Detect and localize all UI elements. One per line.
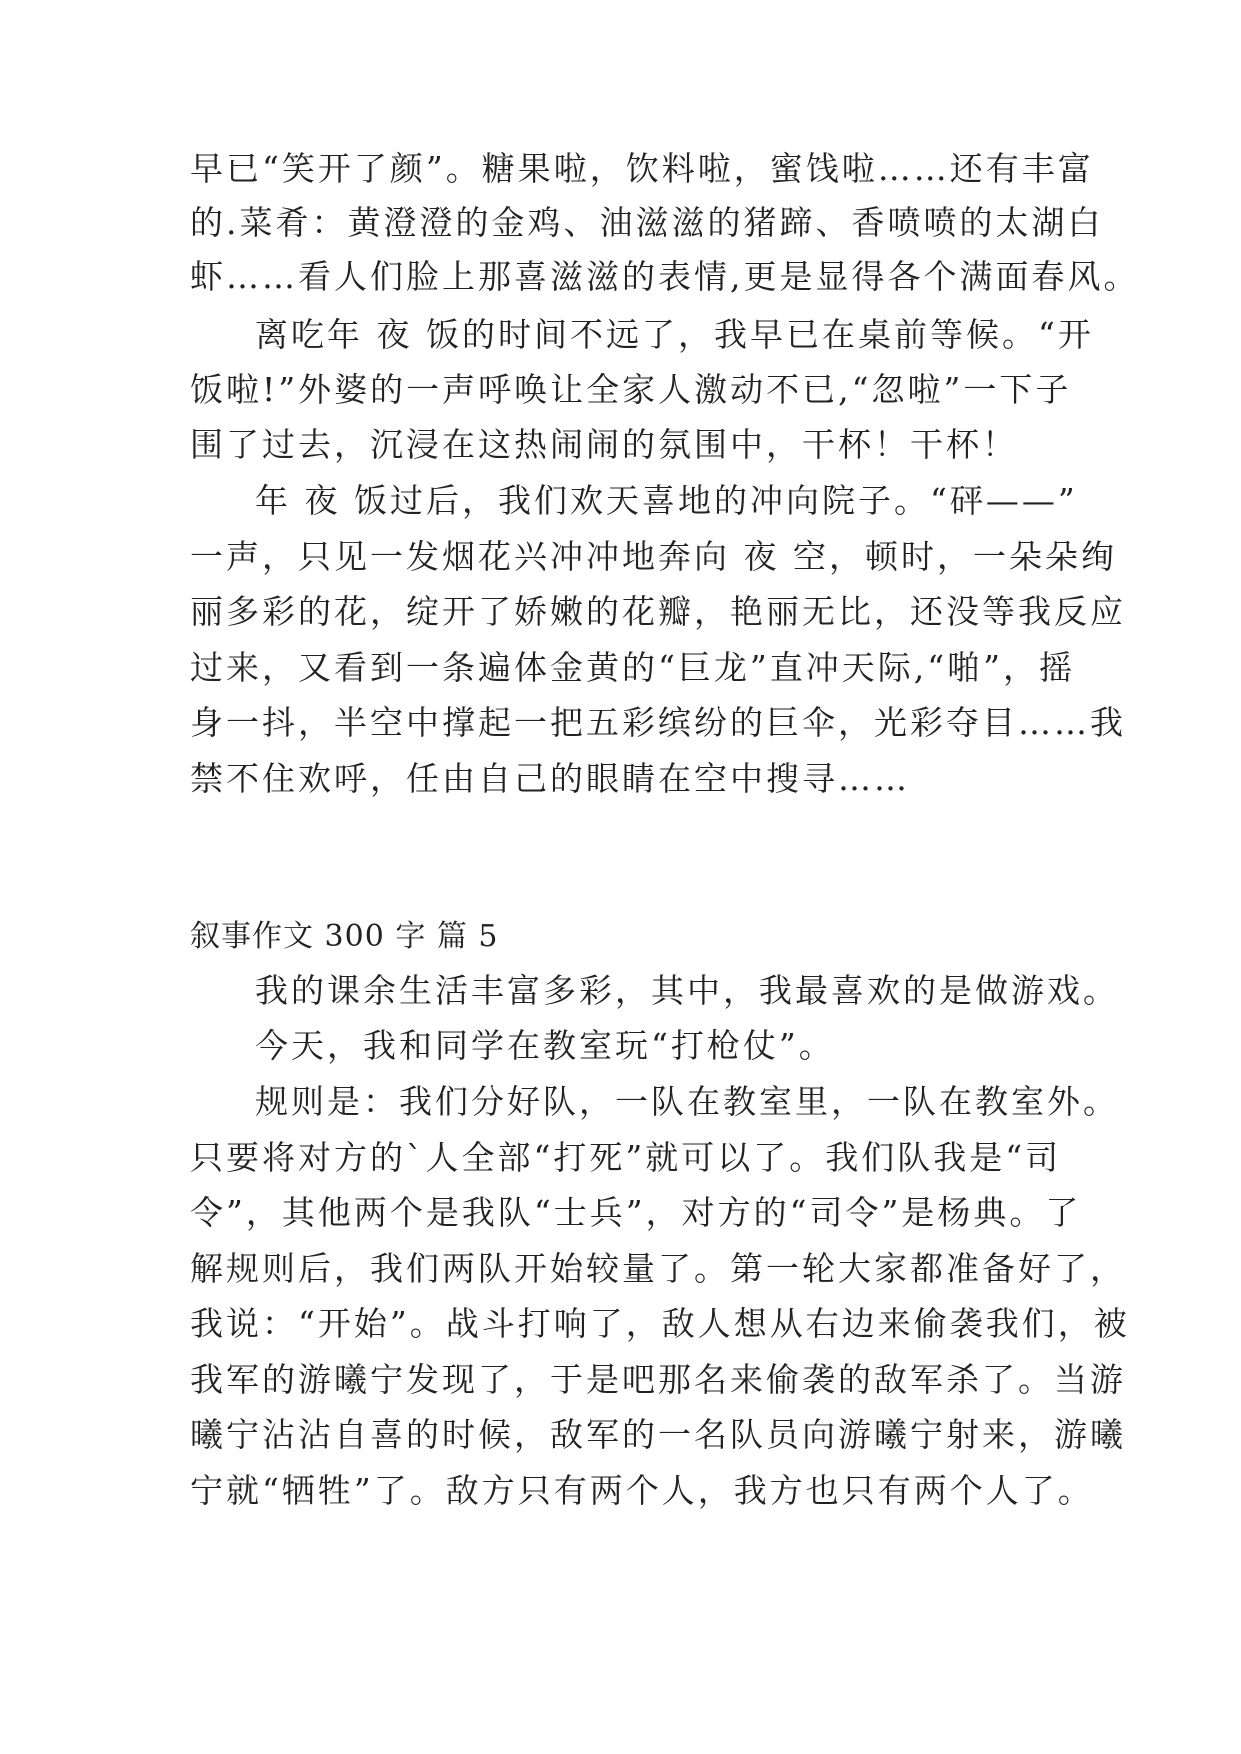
text-line: 解规则后，我们两队开始较量了。第一轮大家都准备好了， xyxy=(190,1249,1126,1288)
text-line: 饭啦!”外婆的一声呼唤让全家人激动不已,“忽啦”一下子 xyxy=(190,370,1072,409)
text-line: 今天，我和同学在教室玩“打枪仗”。 xyxy=(255,1026,835,1065)
text-line: 虾……看人们脸上那喜滋滋的表情,更是显得各个满面春风。 xyxy=(190,257,1140,296)
text-line: 只要将对方的`人全部“打死”就可以了。我们队我是“司 xyxy=(190,1138,1062,1177)
text-line: 规则是：我们分好队，一队在教室里，一队在教室外。 xyxy=(255,1082,1119,1121)
text-line: 我的课余生活丰富多彩，其中，我最喜欢的是做游戏。 xyxy=(255,971,1119,1010)
text-line: 我说：“开始”。战斗打响了，敌人想从右边来偷袭我们，被 xyxy=(190,1304,1130,1343)
text-line: 宁就“牺牲”了。敌方只有两个人，我方也只有两个人了。 xyxy=(190,1471,1094,1510)
text-line: 身一抖，半空中撑起一把五彩缤纷的巨伞，光彩夺目……我 xyxy=(190,703,1126,742)
section-heading: 叙事作文 300 字 篇 5 xyxy=(190,919,499,954)
text-line: 令”，其他两个是我队“士兵”，对方的“司令”是杨典。了 xyxy=(190,1193,1082,1232)
text-line: 我军的游曦宁发现了，于是吧那名来偷袭的敌军杀了。当游 xyxy=(190,1360,1126,1399)
text-line: 早已“笑开了颜”。糖果啦，饮料啦，蜜饯啦……还有丰富 xyxy=(190,149,1094,188)
text-line: 年 夜 饭过后，我们欢天喜地的冲向院子。“砰——” xyxy=(255,481,1078,520)
text-line: 围了过去，沉浸在这热闹闹的氛围中，干杯！干杯！ xyxy=(190,425,1018,464)
text-line: 的.菜肴：黄澄澄的金鸡、油滋滋的猪蹄、香喷喷的太湖白 xyxy=(190,203,1104,242)
text-line: 离吃年 夜 饭的时间不远了，我早已在桌前等候。“开 xyxy=(255,315,1094,354)
text-line: 丽多彩的花，绽开了娇嫩的花瓣，艳丽无比，还没等我反应 xyxy=(190,592,1126,631)
text-line: 过来，又看到一条遍体金黄的“巨龙”直冲天际,“啪”，摇 xyxy=(190,648,1075,687)
text-line: 曦宁沾沾自喜的时候，敌军的一名队员向游曦宁射来，游曦 xyxy=(190,1415,1126,1454)
text-line: 禁不住欢呼，任由自己的眼睛在空中搜寻…… xyxy=(190,759,910,798)
text-line: 一声，只见一发烟花兴冲冲地奔向 夜 空，顿时，一朵朵绚 xyxy=(190,537,1117,576)
